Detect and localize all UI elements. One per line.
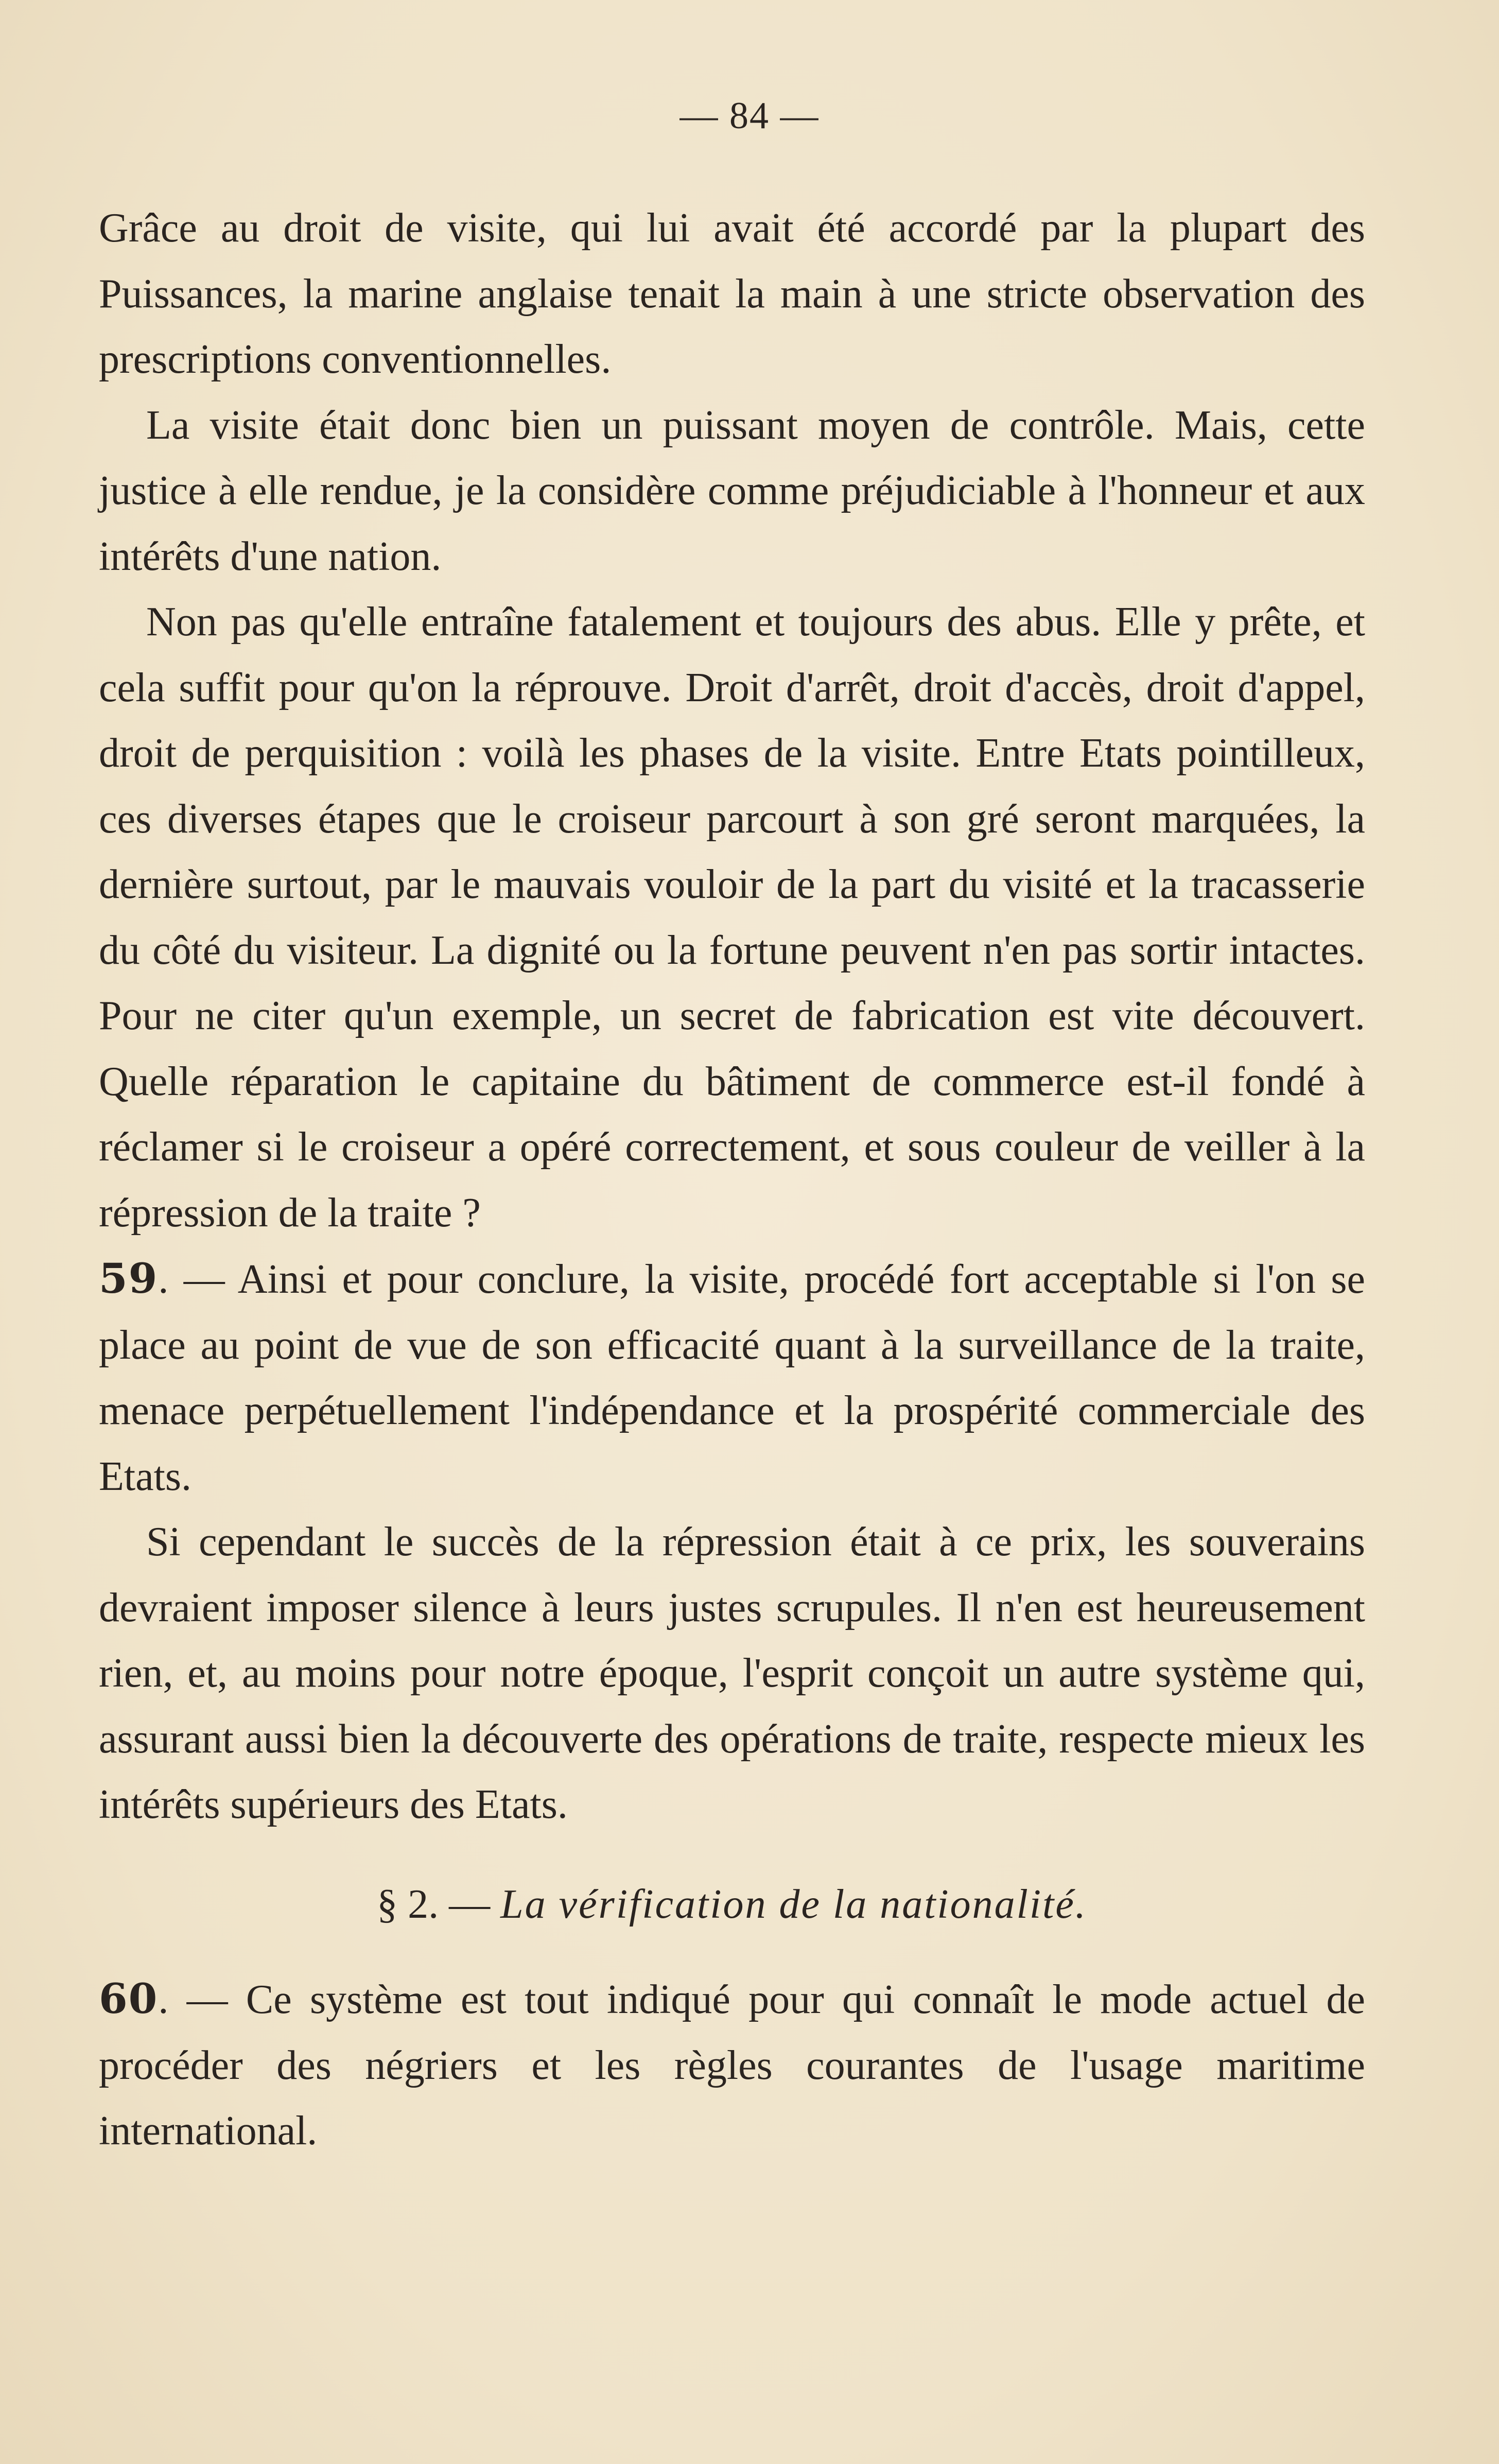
paragraph-text: Non pas qu'elle entraîne fatalement et toujours des abus. Elle y prête, et cela suffit pour qu'on la réprouve. Droit d'arrêt, droit d'accès, droit d'appel, droit de perquisition : voilà les phases de la visite. Entre Etats pointilleux, ces diverses étapes que le croiseur parcourt à son gré seront marquées, la dernière surtout, par le mauvais vouloir de la part du visité et la tracasserie du côté du visiteur. La dignité ou la fortune peuvent n'en pas sortir intactes. Pour ne citer qu'un exemple, un secret de fabrication est vite découvert. Quelle réparation le capitaine du bâtiment de commerce est-il fondé à réclamer si le croiseur a opéré correctement, et sous couleur de veiller à la répression de la traite ? [99,599,1365,1236]
paragraph-text: . — Ce système est tout indiqué pour qui connaît le mode actuel de procéder des négriers et les règles courantes de l'usage maritime international. [99,1977,1365,2154]
body-text [99,196,1365,2164]
page-number: — 84 — [679,95,820,137]
paragraph-autre-systeme [99,1509,1365,1838]
paragraph-text: . — Ainsi et pour conclure, la visite, procédé fort acceptable si l'on se place au point de vue de son efficacité quant à la surveillance de la traite, menace perpétuellement l'indépendance et la prospérité commerciale des Etats. [99,1257,1365,1499]
paragraph-abus [99,589,1365,1246]
paragraph-section-59 [99,1246,1365,1509]
section-number: 59 [99,1254,159,1303]
paragraph-droit-de-visite [99,196,1365,393]
section-number: 60 [99,1974,159,2023]
section-heading-prefix: § 2. — [377,1881,491,1927]
section-heading-title: La vérification de la nationalité. [500,1881,1087,1927]
paragraph-text: La visite était donc bien un puissant moyen de contrôle. Mais, cette justice à elle rendue, je la considère comme préjudiciable à l'honneur et aux intérêts d'une nation. [99,402,1365,579]
paragraph-moyen-de-controle [99,393,1365,590]
paragraph-section-60 [99,1966,1365,2164]
paragraph-text: Grâce au droit de visite, qui lui avait été accordé par la plupart des Puissances, la marine anglaise tenait la main à une stricte observation des prescriptions conventionnelles. [99,205,1365,382]
section-heading [99,1872,1365,1938]
paragraph-text: Si cependant le succès de la répression était à ce prix, les souverains devraient imposer silence à leurs justes scrupules. Il n'en est heureusement rien, et, au moins pour notre époque, l'esprit conçoit un autre système qui, assurant aussi bien la découverte des opérations de traite, respecte mieux les intérêts supérieurs des Etats. [99,1519,1365,1827]
